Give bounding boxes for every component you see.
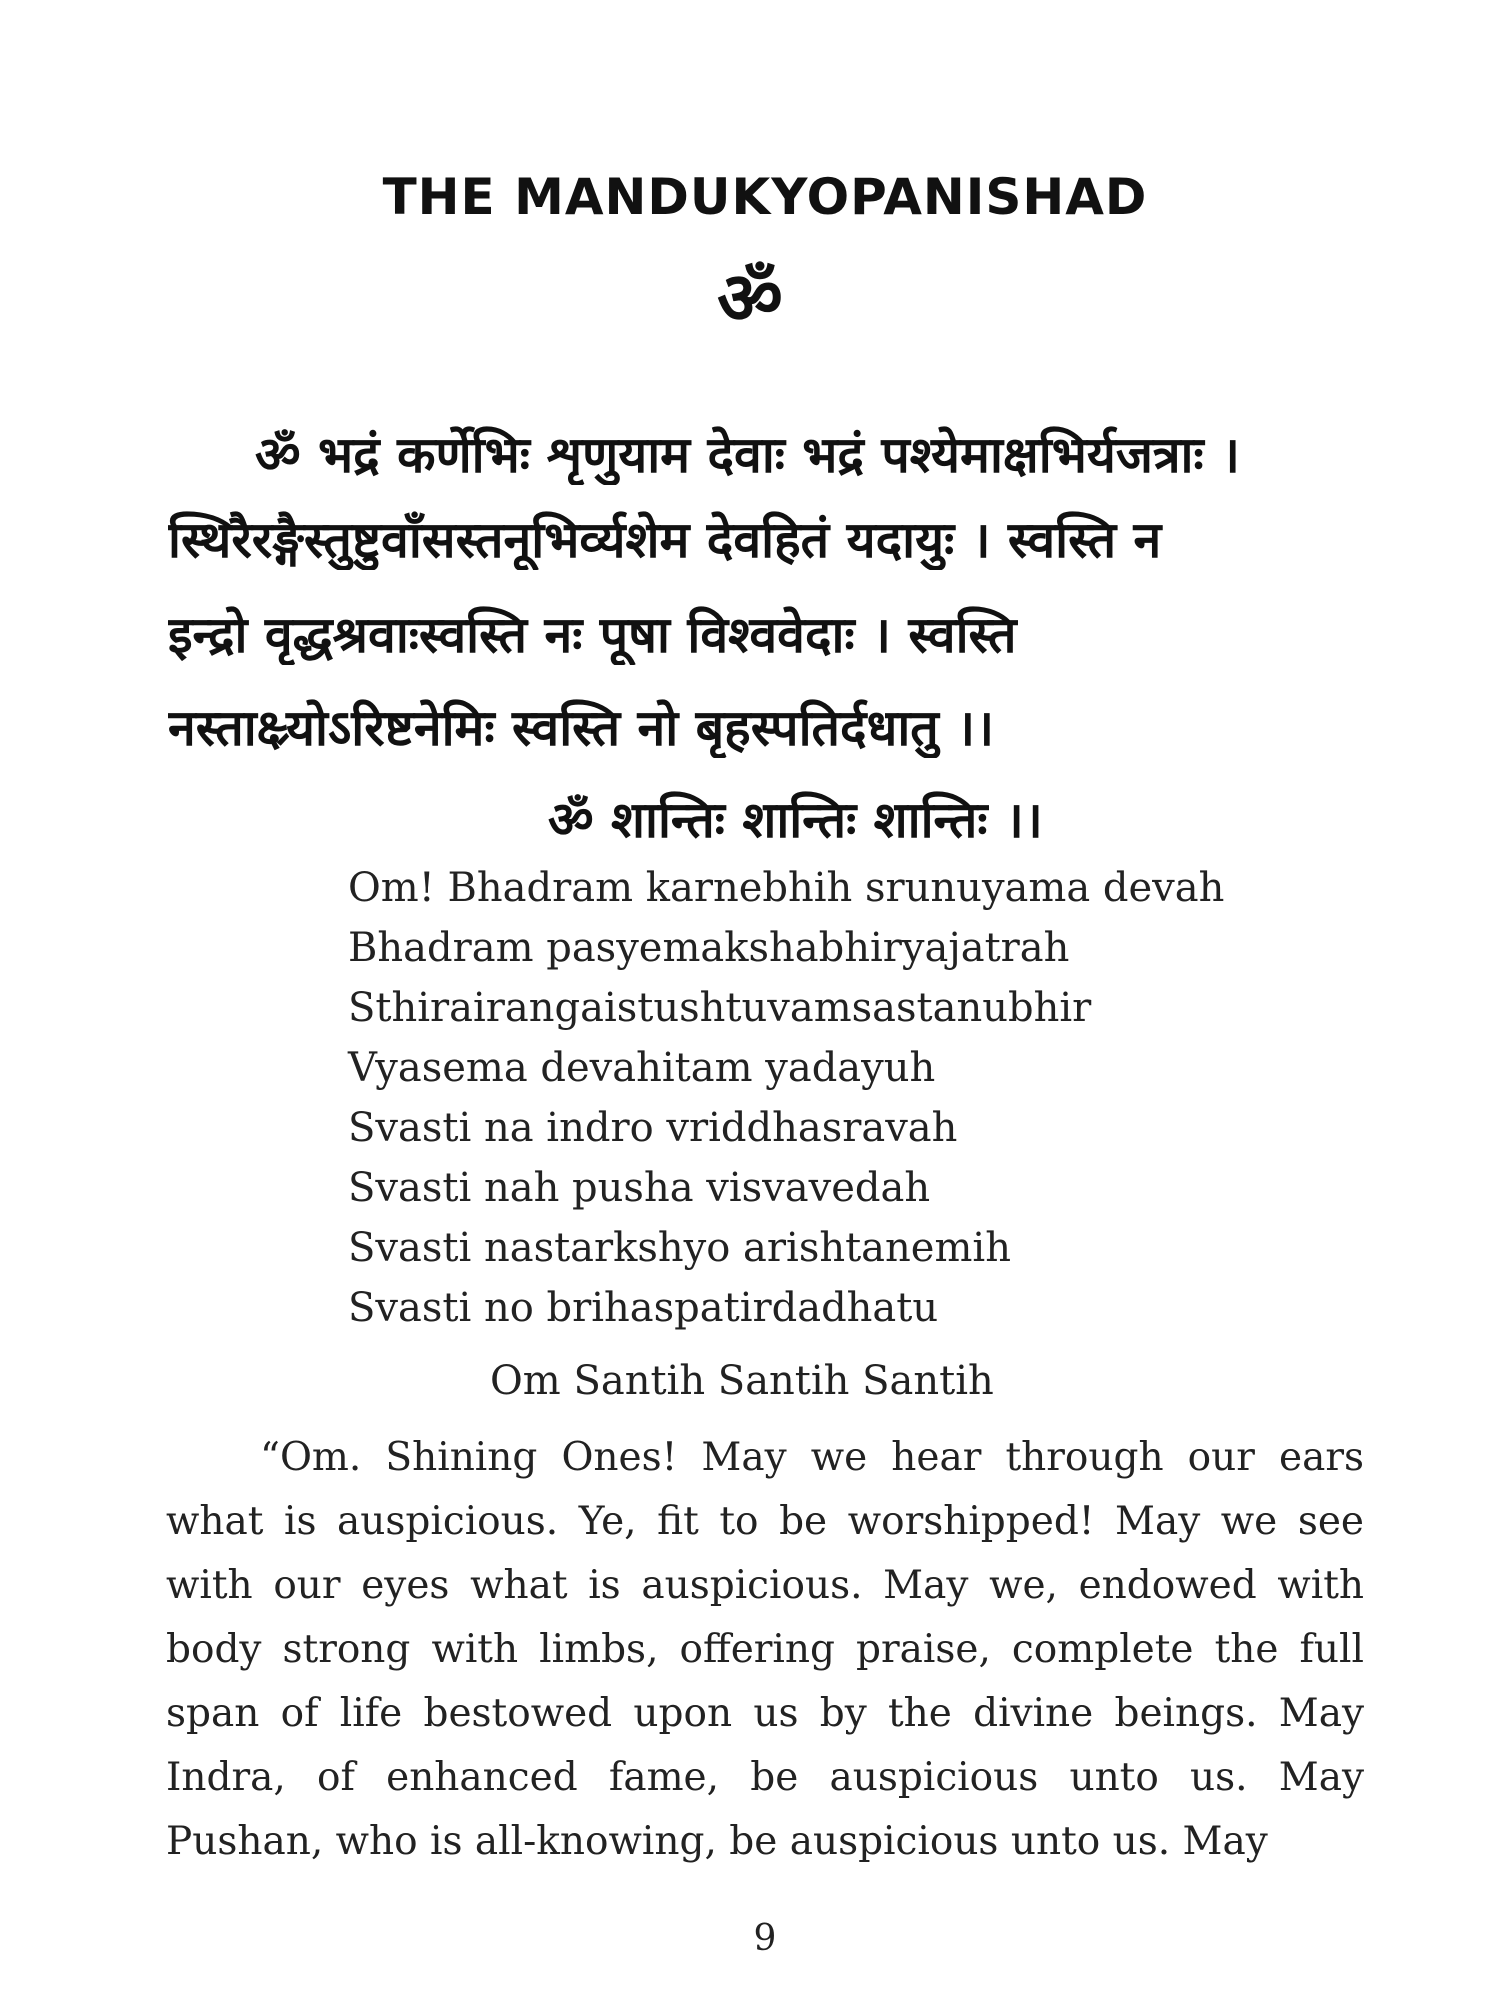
transliteration-line: Svasti nastarkshyo arishtanemih: [348, 1225, 1011, 1271]
page-number: 9: [753, 1918, 777, 1959]
sanskrit-verse-line: ॐ भद्रं कर्णेभिः शृणुयाम देवाः भद्रं पश्येमाक्षभिर्यजत्राः ।: [255, 426, 1240, 484]
om-icon: ॐ: [717, 256, 783, 340]
transliteration-line: Vyasema devahitam yadayuh: [348, 1045, 936, 1091]
transliteration-line: Svasti nah pusha visvavedah: [348, 1165, 931, 1211]
transliteration-line: Svasti na indro vriddhasravah: [348, 1105, 958, 1151]
transliteration-line: Om! Bhadram karnebhih srunuyama devah: [348, 865, 1225, 911]
transliteration-peace: Om Santih Santih Santih: [490, 1358, 994, 1404]
transliteration-block: [348, 858, 1348, 1338]
sanskrit-verse-line: इन्द्रो वृद्धश्रवाःस्वस्ति नः पूषा विश्ववेदाः । स्वस्ति: [168, 606, 1017, 664]
sanskrit-verse-line: स्थिरैरङ्गैस्तुष्टुवाँसस्तनूभिर्व्यशेम देवहितं यदायुः । स्वस्ति न: [168, 511, 1162, 569]
transliteration-line: Svasti no brihaspatirdadhatu: [348, 1285, 939, 1331]
sanskrit-peace-invocation: ॐ शान्तिः शान्तिः शान्तिः ।।: [548, 791, 1043, 849]
transliteration-line: Sthirairangaistushtuvamsastanubhir: [348, 985, 1092, 1031]
transliteration-line: Bhadram pasyemakshabhiryajatrah: [348, 925, 1070, 971]
sanskrit-verse-line: नस्ताक्ष्र्योऽरिष्टनेमिः स्वस्ति नो बृहस्पतिर्दधातु ।।: [168, 699, 995, 757]
translation-paragraph: “Om. Shining Ones! May we hear through our ears what is auspicious. Ye, fit to be worshipped! May we see with our eyes what is auspicious. May we, endowed with body strong with limbs, offering praise, complete the full span of life bestowed upon us by the divine beings. May Indra, of enhanced fame, be auspicious unto us. May Pushan, who is all-knowing, be auspicious unto us. May: [166, 1435, 1364, 1864]
page-title: THE MANDUKYOPANISHAD: [382, 168, 1148, 226]
